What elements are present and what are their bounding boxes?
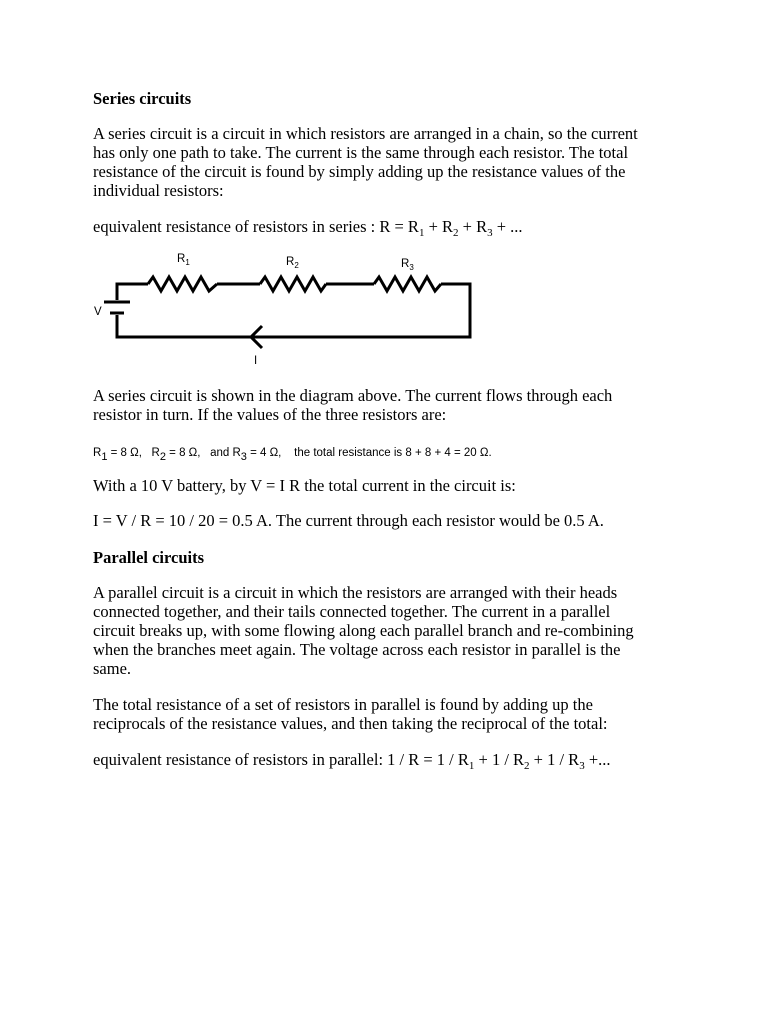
r1-label: $R_1$ [177,253,190,267]
parallel-total [93,695,683,733]
text-line: connected together, and their tails connected together. The current in a parallel [93,602,611,621]
resistor-values: $R_1 = 8$ Ω, $R_2 = 8$ Ω, and $R_3 = 4$ Ω, the total resistance is 8 + 8 + 4 = 20 Ω. [93,447,492,463]
voltage-label: V [94,306,102,318]
text-line: A parallel circuit is a circuit in which the resistors are arranged with their heads [93,583,618,602]
parallel-heading: Parallel circuits [93,548,205,567]
text-line: circuit breaks up, with some flowing along each parallel branch and re-combining [93,621,634,640]
resistor-r3 [374,277,441,291]
series-circuit-diagram [0,245,768,375]
top-wire [117,284,148,300]
text-line: same. [93,659,132,678]
right-wire [117,284,470,337]
text-line: The total resistance of a set of resistors in parallel is found by adding up the [93,695,593,714]
text-line: A series circuit is shown in the diagram above. The current flows through each [93,386,613,405]
resistor-r2 [260,277,326,291]
battery-line: With a 10 V battery, by V = I R the total current in the circuit is: [93,476,516,495]
text-line: individual resistors: [93,181,224,200]
r2-label: $R_2$ [286,256,299,270]
current-line: I = V / R = 10 / 20 = 0.5 A. The current through each resistor would be 0.5 A. [93,511,604,530]
text-line: when the branches meet again. The voltage across each resistor in parallel is the [93,640,621,659]
text-line: resistance of the circuit is found by simply adding up the resistance values of the [93,162,626,181]
text-line: resistor in turn. If the values of the three resistors are: [93,405,447,424]
current-label: I [254,355,258,367]
r3-label: $R_3$ [401,258,414,272]
resistor-r1 [148,277,217,291]
series-heading: Series circuits [93,89,192,108]
series-diagram-text [93,386,683,424]
text-line: reciprocals of the resistance values, and then taking the reciprocal of the total: [93,714,608,733]
parallel-intro [93,583,683,678]
text-line: A series circuit is a circuit in which resistors are arranged in a chain, so the current [93,124,638,143]
text-line: has only one path to take. The current is the same through each resistor. The total [93,143,629,162]
series-intro [93,124,683,200]
parallel-formula: equivalent resistance of resistors in parallel: $1 / R = 1 / R_1 + 1 / R_2 + 1 / R_3$ +... [93,750,611,772]
series-formula: equivalent resistance of resistors in series : $R = R_1 + R_2 + R_3$ + ... [93,217,523,239]
